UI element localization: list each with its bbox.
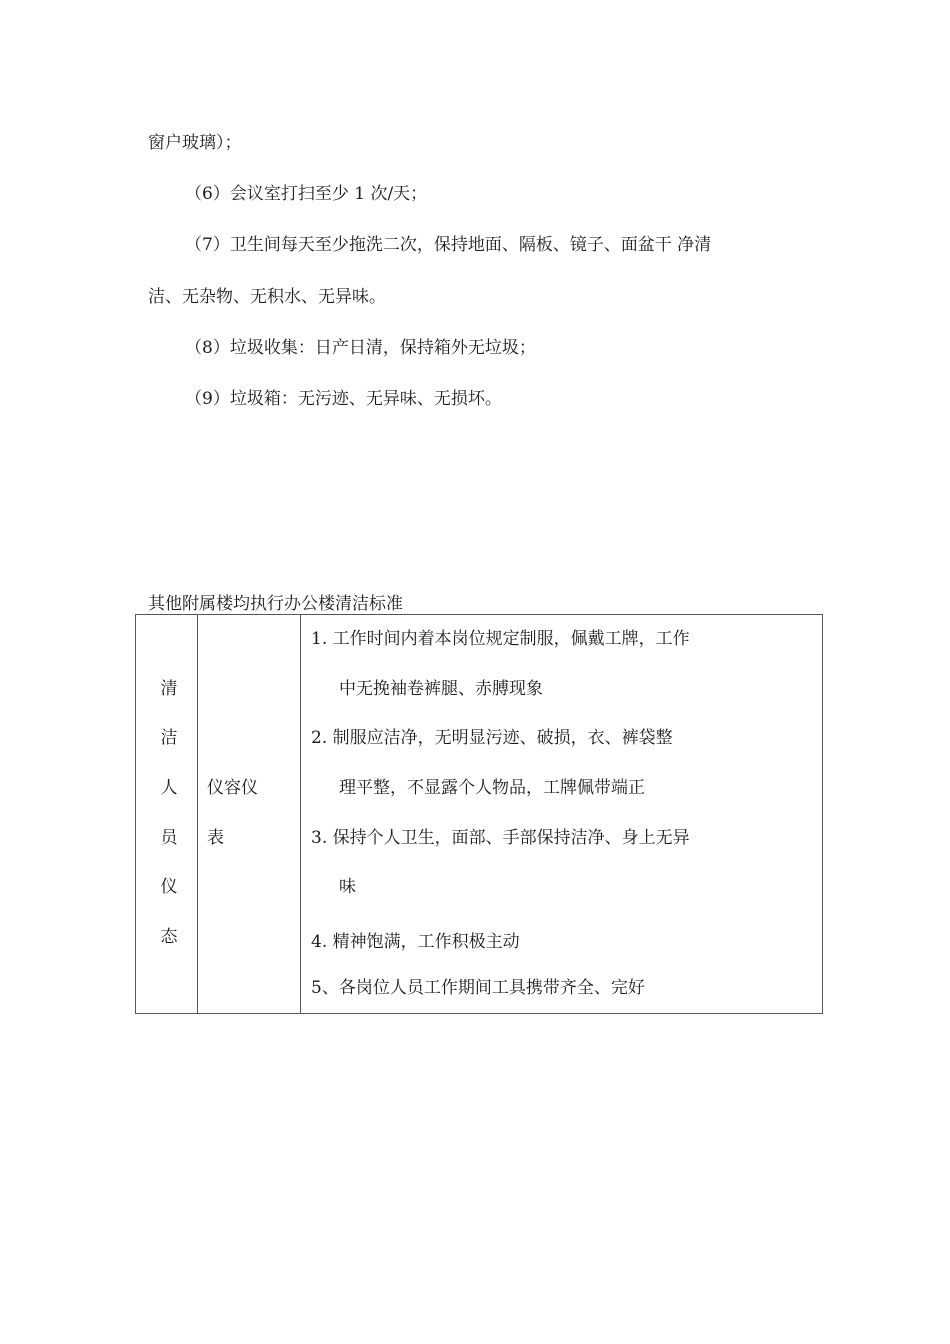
category-char: 员 (160, 828, 178, 848)
standards-table (135, 614, 823, 1014)
standard-item-line: 理平整，不显露个人物品，工牌佩带端正 (339, 778, 645, 798)
category-char: 清 (160, 679, 178, 699)
standard-item-line: 3. 保持个人卫生，面部、手部保持洁净、身上无异 (311, 828, 690, 848)
paragraph-line: （7）卫生间每天至少拖洗二次，保持地面、隔板、镜子、面盆干 净清 (185, 235, 712, 255)
table-caption: 其他附属楼均执行办公楼清洁标准 (148, 594, 403, 614)
paragraph-line: （9）垃圾箱：无污迹、无异味、无损坏。 (185, 389, 502, 409)
category-char: 仪 (160, 877, 178, 897)
subcategory-label: 仪容仪 (207, 778, 258, 798)
standard-item-line: 味 (339, 877, 356, 897)
standard-item-line: 1. 工作时间内着本岗位规定制服，佩戴工牌，工作 (311, 629, 690, 649)
category-char: 人 (160, 778, 178, 798)
standard-item-line: 中无挽袖卷裤腿、赤膊现象 (339, 679, 543, 699)
subcategory-label: 表 (207, 828, 224, 848)
category-char: 洁 (160, 728, 178, 748)
paragraph-line: （8）垃圾收集：日产日清，保持箱外无垃圾； (185, 338, 536, 358)
standard-item-line: 2. 制服应洁净，无明显污迹、破损，衣、裤袋整 (311, 728, 673, 748)
column-divider (300, 615, 301, 1013)
standard-item-line: 5、各岗位人员工作期间工具携带齐全、完好 (311, 978, 645, 998)
paragraph-line: （6）会议室打扫至少 1 次/天； (185, 184, 428, 204)
standard-item-line: 4. 精神饱满，工作积极主动 (311, 932, 520, 952)
paragraph-line: 窗户玻璃）； (148, 133, 242, 153)
column-divider (197, 615, 198, 1013)
category-char: 态 (160, 927, 178, 947)
paragraph-line: 洁、无杂物、无积水、无异味。 (148, 287, 386, 307)
